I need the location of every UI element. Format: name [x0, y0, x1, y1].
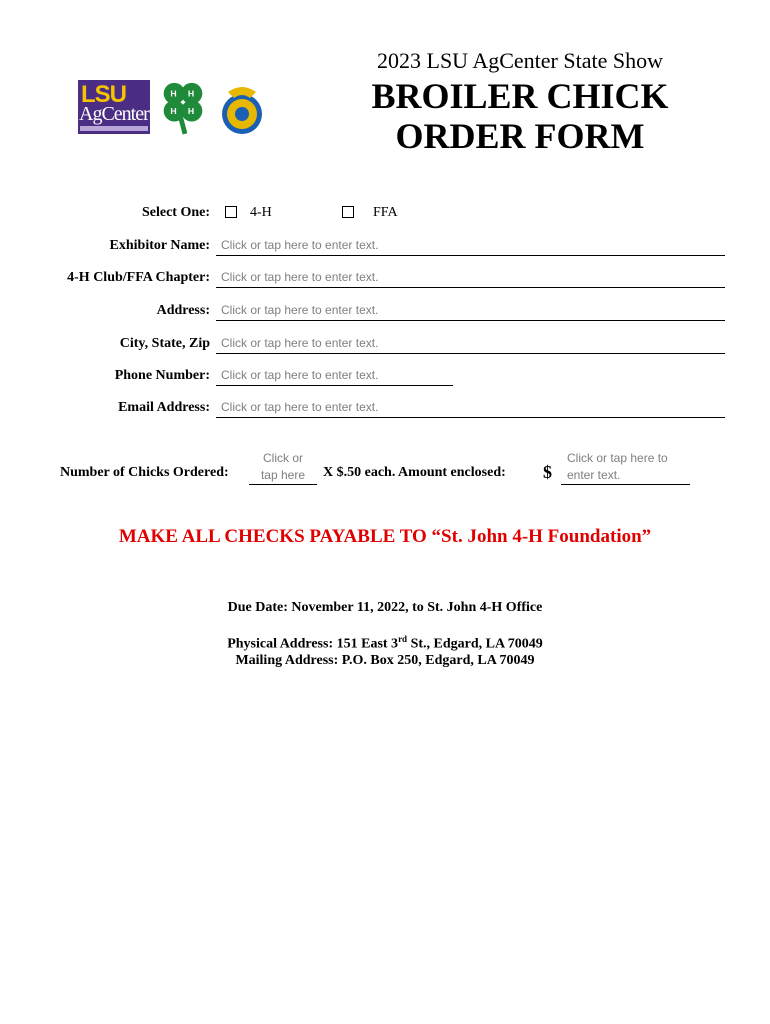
amount-enclosed-field[interactable] [561, 450, 690, 485]
4h-clover-logo [154, 78, 212, 136]
checkbox-ffa[interactable] [342, 206, 354, 218]
ffa-emblem-logo [220, 80, 264, 136]
form-title-line2: ORDER FORM [395, 116, 645, 156]
email-address-field[interactable] [216, 398, 725, 418]
lsu-logo-text: LSU [81, 81, 126, 108]
option-ffa-label: FFA [373, 205, 398, 220]
amount-placeholder-line2: enter text. [567, 468, 621, 482]
price-text: X $.50 each. Amount enclosed: [323, 465, 506, 480]
dollar-sign: $ [543, 462, 552, 482]
exhibitor-name-label: Exhibitor Name: [109, 238, 210, 253]
club-chapter-label: 4-H Club/FFA Chapter: [67, 270, 210, 285]
city-state-zip-placeholder: Click or tap here to enter text. [221, 336, 379, 350]
agcenter-logo-text: AgCenter [79, 103, 149, 125]
mailing-address-text: Mailing Address: P.O. Box 250, Edgard, LA 70049 [235, 653, 535, 668]
svg-text:H: H [187, 105, 195, 116]
amount-placeholder-line1: Click or tap here to [567, 451, 668, 465]
address-field[interactable] [216, 301, 725, 321]
email-address-placeholder: Click or tap here to enter text. [221, 400, 379, 414]
email-address-label: Email Address: [118, 400, 210, 415]
svg-text:H: H [170, 105, 177, 116]
club-chapter-field[interactable] [216, 268, 725, 288]
chicks-placeholder-line1: Click or [262, 451, 303, 465]
physical-address-post: St., Edgard, LA 70049 [407, 636, 543, 652]
exhibitor-name-field[interactable] [216, 236, 725, 256]
checks-payable-notice: MAKE ALL CHECKS PAYABLE TO “St. John 4-H Foundation” [118, 526, 652, 547]
physical-address-text [0, 634, 770, 653]
logo-group [78, 78, 268, 138]
phone-number-label: Phone Number: [114, 368, 210, 383]
city-state-zip-field[interactable] [216, 334, 725, 354]
phone-number-field[interactable] [216, 366, 453, 386]
checkbox-4h[interactable] [225, 206, 237, 218]
form-title [360, 76, 680, 156]
select-one-label: Select One: [141, 205, 210, 220]
chicks-ordered-label: Number of Chicks Ordered: [60, 465, 229, 480]
physical-address-pre: Physical Address: 151 East 3 [227, 636, 399, 652]
phone-number-placeholder: Click or tap here to enter text. [221, 368, 379, 382]
svg-text:H: H [187, 88, 195, 99]
chicks-ordered-field[interactable] [249, 450, 317, 485]
exhibitor-name-placeholder: Click or tap here to enter text. [221, 238, 379, 252]
chicks-placeholder-line2: tap here [260, 468, 306, 482]
form-title-line1: BROILER CHICK [371, 76, 669, 116]
club-chapter-placeholder: Click or tap here to enter text. [221, 270, 379, 284]
show-title: 2023 LSU AgCenter State Show [377, 48, 663, 73]
svg-text:H: H [170, 88, 177, 99]
option-4h-label: 4-H [250, 205, 272, 220]
physical-address-sup: rd [398, 634, 408, 644]
due-date-text: Due Date: November 11, 2022, to St. John 4-H Office [227, 600, 543, 615]
city-state-zip-label: City, State, Zip [119, 336, 210, 351]
address-placeholder: Click or tap here to enter text. [221, 303, 379, 317]
lsu-agcenter-logo [78, 80, 150, 134]
address-label: Address: [156, 303, 210, 318]
